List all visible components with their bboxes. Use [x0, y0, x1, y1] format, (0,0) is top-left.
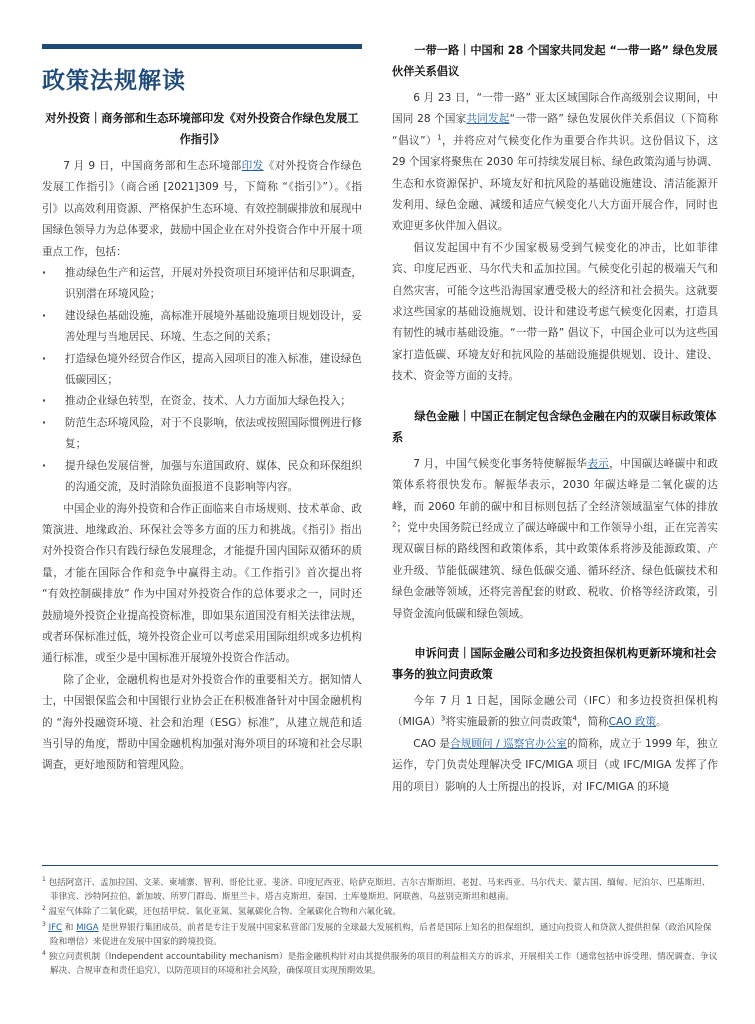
- footnotes: [42, 865, 718, 979]
- footnote-ref[interactable]: 4: [572, 714, 577, 723]
- link-cao-office[interactable]: 合规顾问 / 巡察官办公室: [450, 737, 568, 750]
- left-column: [42, 108, 362, 777]
- paragraph: 今年 7 月 1 日起，国际金融公司（IFC）和多边投资担保机构（MIGA）$^3$将实施最新的独立问责政策$^4$，简称CAO 政策。: [392, 694, 718, 729]
- section-heading-accountability: 申诉问责｜国际金融公司和多边投资担保机构更新环境和社会事务的独立问责政策: [392, 646, 717, 681]
- title-accent-bar: [42, 44, 362, 49]
- paragraph: CAO 是合规顾问 / 巡察官办公室的简称，成立于 1999 年，独立运作，专门负责处理解决受 IFC/MIGA 项目（或 IFC/MIGA 发挥了作用的项目）影响的人士所提出的投诉，对 IFC/MIGA 的环境: [392, 737, 718, 793]
- footnote-ref[interactable]: 3: [440, 714, 446, 723]
- list-item: · 提升绿色发展信誉，加强与东道国政府、媒体、民众和环保组织的沟通交流，及时消除负面报道不良影响等内容。: [42, 456, 362, 499]
- link-issued[interactable]: 印发: [241, 160, 264, 172]
- list-item: · 建设绿色基础设施，高标准开展境外基础设施项目规划设计，妥善处理与当地居民、环境、生态之间的关系；: [42, 306, 362, 349]
- paragraph: 除了企业，金融机构也是对外投资合作的重要相关方。据知情人士，中国银保监会和中国银行业协会正在积极准备针对中国金融机构的 “海外投融资环境、社会和治理（ESG）标准”，从建立规范和适当引导的角度，帮助中国金融机构加强对海外项目的环境和社会尽职调查，更好地预防和管理风险。: [42, 673, 362, 772]
- footnote-2: $^2$ 温室气体除了二氧化碳，还包括甲烷、氧化亚氮、氢氟碳化合物、全氟碳化合物和六氟化硫。: [42, 905, 401, 918]
- paragraph: 中国企业的海外投资和合作正面临来自市场规则、技术革命、政策演进、地缘政治、环保社会等多方面的压力和挑战。《指引》指出对外投资合作只有践行绿色发展理念，才能提升国内国际双循环的质量，才能在国际合作和竞争中赢得主动。《工作指引》首次提出将 “有效控制碳排放” 作为中国对外投资合作的总体要求之一，同时还鼓励境外投资企业提高投资标准，即如果东道国没有相关法律法规，或者环保标准过低，境外投资企业可以考虑采用国际组织或多边机构通行标准，或至少是中国标准开展境外投资合作活动。: [42, 502, 362, 665]
- footnote-1: $^1$ 包括阿富汗、孟加拉国、文莱、柬埔寨、智利、哥伦比亚、斐济、印度尼西亚、哈萨克斯坦、吉尔吉斯斯坦、老挝、马来西亚、马尔代夫、蒙古国、缅甸、尼泊尔、巴基斯坦、菲律宾、沙特阿拉伯、新加坡、所罗门群岛、斯里兰卡、塔吉克斯坦、泰国、土库曼斯坦、阿联酋、乌兹别克斯坦和越南。: [42, 876, 711, 903]
- paragraph: 7 月 9 日，中国商务部和生态环境部印发《对外投资合作绿色发展工作指引》（商合函 [2021]309 号，下简称 “《指引》”）。《指引》以高效利用资源、严格保护生态环境、有效控制碳排放和展现中国绿色领导力为总体要求，鼓励中国企业在对外投资合作中开展十项重点工作，包括：: [42, 160, 363, 258]
- right-column: [392, 40, 718, 798]
- link-miga[interactable]: MIGA: [76, 922, 99, 933]
- footnote-ref[interactable]: 1: [437, 133, 442, 142]
- section-heading-belt-and-road: 一带一路｜中国和 28 个国家共同发起 “一带一路” 绿色发展伙伴关系倡议: [392, 44, 718, 78]
- link-jointly-launched[interactable]: 共同发起: [466, 113, 510, 126]
- list-item: · 打造绿色境外经贸合作区，提高入园项目的准入标准，建设绿色低碳园区；: [42, 349, 362, 392]
- list-item: · 推动企业绿色转型，在资金、技术、人力方面加大绿色投入；: [42, 391, 362, 412]
- paragraph: 6 月 23 日，“一带一路” 亚太区域国际合作高级别会议期间，中国同 28 个国家共同发起“一带一路” 绿色发展伙伴关系倡议（下简称 “倡议”）$^1$，并将应对气候变化作为重要合作共识。这份倡议下，这 29 个国家将聚焦在 2030 年可持续发展目标、绿色政策沟通与协调、生态和水资源保护、环境友好和抗风险的基础设施建设、清洁能源开发利用、绿色金融、减缓和适应气候变化八大方面开展合作，同时也欢迎更多伙伴加入倡议。: [392, 92, 719, 233]
- list-item: · 推动绿色生产和运营，开展对外投资项目环境评估和尽职调查，识别潜在环境风险；: [42, 263, 362, 306]
- paragraph: 倡议发起国中有不少国家极易受到气候变化的冲击，比如菲律宾、印度尼西亚、马尔代夫和孟加拉国。气候变化引起的极端天气和自然灾害，可能令这些沿海国家遭受极大的经济和社会损失。这就要求这些国家的基础设施规划、设计和建设考虑气候变化因素，打造具有韧性的城市基础设施。“一带一路” 倡议下，中国企业可以为这些国家打造低碳、环境友好和抗风险的基础设施提供规划、设计、建设、技术、资金等方面的支持。: [392, 241, 718, 383]
- list-item: · 防范生态环境风险，对于不良影响，依法或按照国际惯例进行修复；: [42, 413, 362, 456]
- page-title: 政策法规解读: [42, 68, 186, 94]
- link-ifc[interactable]: IFC: [48, 922, 63, 933]
- link-stated[interactable]: 表示: [587, 457, 610, 470]
- section-heading-outbound-investment: 对外投资｜商务部和生态环境部印发《对外投资合作绿色发展工作指引》: [45, 112, 359, 146]
- footnote-ref[interactable]: 2: [392, 520, 397, 529]
- bullet-list: [42, 263, 362, 498]
- link-cao-policy[interactable]: CAO 政策: [608, 716, 657, 729]
- paragraph: 7 月，中国气候变化事务特使解振华表示，中国碳达峰碳中和政策体系将很快发布。解振华表示，2030 年碳达峰是二氧化碳的达峰，而 2060 年前的碳中和目标则包括了全经济领域温室气体的排放$^2$；党中央国务院已经成立了碳达峰碳中和工作领导小组，正在完善实现双碳目标的路线图和政策体系，其中政策体系将涉及能源政策、产业升级、节能低碳建筑、绿色低碳交通、循环经济、绿色低碳技术和绿色金融等领域，还将完善配套的财政、税收、价格等经济政策，引导资金流向低碳和绿色领域。: [392, 457, 719, 620]
- section-heading-green-finance: 绿色金融｜中国正在制定包含绿色金融在内的双碳目标政策体系: [392, 409, 717, 444]
- footnote-4: $^4$ 独立问责机制（Independent accountability mechanism）是指金融机构针对由其提供服务的项目的利益相关方的诉求，开展相关工作（通常包括申诉受理、情况调查、争议解决、合规审查和责任追究），以防范项目的环境和社会风险，确保项目实现预期效果。: [42, 950, 718, 977]
- footnote-3: $^3$ IFC 和 MIGA 是世界银行集团成员，前者是专注于发展中国家私营部门发展的全球最大发展机构，后者是国际上知名的担保组织，通过向投资人和贷款人提供担保（政治风险保险和增信）来促进在发展中国家的跨境投资。: [42, 920, 712, 947]
